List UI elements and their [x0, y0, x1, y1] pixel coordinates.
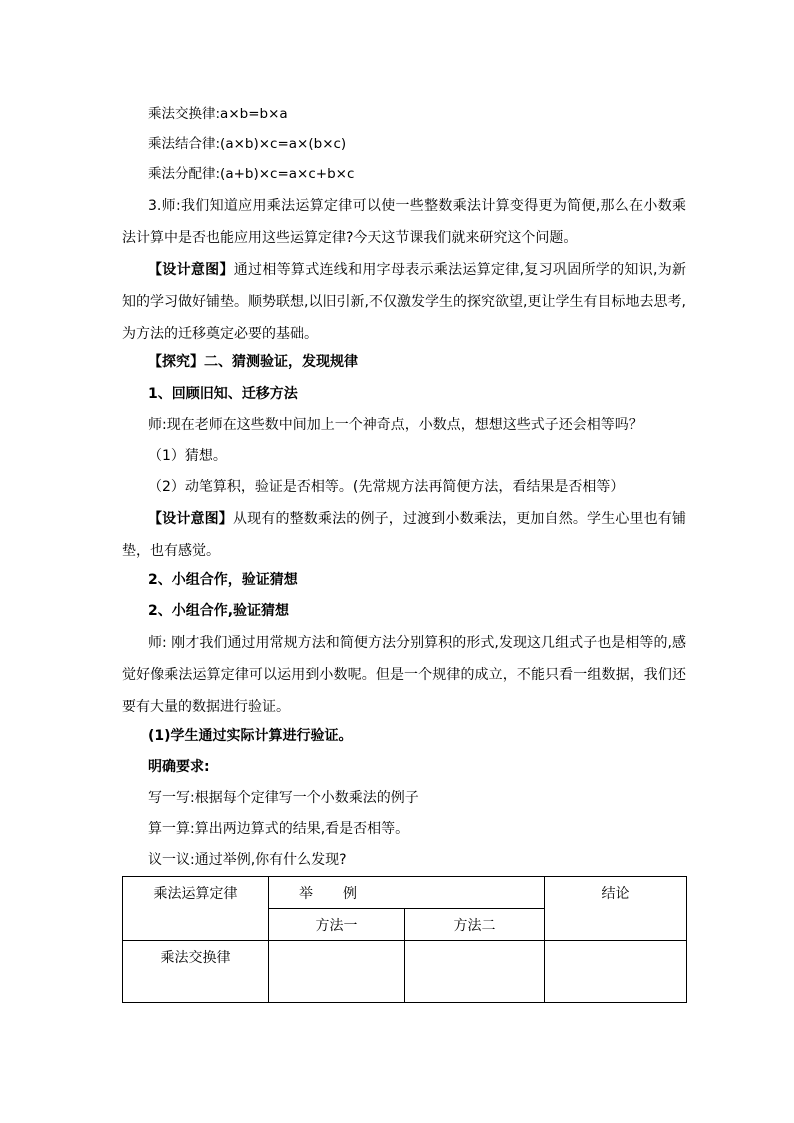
teacher-question: 师:现在老师在这些数中间加上一个神奇点，小数点，想想这些式子还会相等吗？ [148, 417, 643, 433]
law-commutative: 乘法交换律:a×b=b×a [148, 106, 288, 122]
header-example: 举例 [269, 877, 545, 909]
design-intent-2 [122, 503, 686, 567]
verify-heading: (1)学生通过实际计算进行验证。 [148, 728, 353, 744]
design-intent-text: 通过相等算式连线和用字母表示乘法运算定律,复习巩固所学的知识,为新知的学习做好铺垫。顺势联想,以旧引新,不仅激发学生的探究欲望,更让学生有目标地去思考,为方法的迁移奠定必要的基础。 [122, 262, 687, 342]
law-associative: 乘法结合律:(a×b)×c=a×(b×c) [148, 136, 347, 152]
header-method-1: 方法一 [269, 909, 405, 941]
step1-heading: 1、回顾旧知、迁移方法 [148, 386, 298, 402]
step2-heading-a: 2、小组合作，验证猜想 [148, 572, 298, 588]
header-method-2: 方法二 [405, 909, 545, 941]
design-intent-tag: 【设计意图】 [148, 262, 234, 278]
row-method-1-cell [269, 941, 405, 1003]
law-distributive: 乘法分配律:(a+b)×c=a×c+b×c [148, 166, 355, 182]
row-method-2-cell [405, 941, 545, 1003]
req-discuss: 议一议:通过举例,你有什么发现? [148, 852, 347, 868]
header-law: 乘法运算定律 [123, 877, 269, 941]
req-calc: 算一算:算出两边算式的结果,看是否相等。 [148, 821, 410, 837]
sub-step-guess: （1）猜想。 [148, 448, 227, 464]
teacher-paragraph: 师: 刚才我们通过用常规方法和简便方法分别算积的形式,发现这几组式子也是相等的,感觉好像乘法运算定律可以运用到小数呢。但是一个规律的成立，不能只看一组数据，我们还要有大量的数据进行验证。 [122, 635, 686, 715]
explore-heading: 【探究】二、猜测验证，发现规律 [148, 354, 358, 370]
step2-heading-b: 2、小组合作,验证猜想 [148, 603, 290, 619]
sub-step-verify: （2）动笔算积，验证是否相等。(先常规方法再简便方法，看结果是否相等） [148, 479, 625, 495]
req-write: 写一写:根据每个定律写一个小数乘法的例子 [148, 790, 419, 806]
design-intent-text: 从现有的整数乘法的例子，过渡到小数乘法，更加自然。学生心里也有铺垫，也有感觉。 [122, 511, 687, 559]
requirements-heading: 明确要求: [148, 759, 210, 775]
row-conclusion-cell [545, 941, 687, 1003]
law-example-table [122, 876, 687, 1003]
design-intent-1 [122, 254, 686, 350]
row-law-label: 乘法交换律 [123, 941, 269, 1003]
intro-paragraph: 3.师:我们知道应用乘法运算定律可以使一些整数乘法计算变得更为简便,那么在小数乘法计算中是否也能应用这些运算定律?今天这节课我们就来研究这个问题。 [122, 198, 686, 246]
design-intent-tag: 【设计意图】 [148, 511, 233, 527]
header-conclusion: 结论 [545, 877, 687, 941]
table-row [123, 941, 687, 1003]
